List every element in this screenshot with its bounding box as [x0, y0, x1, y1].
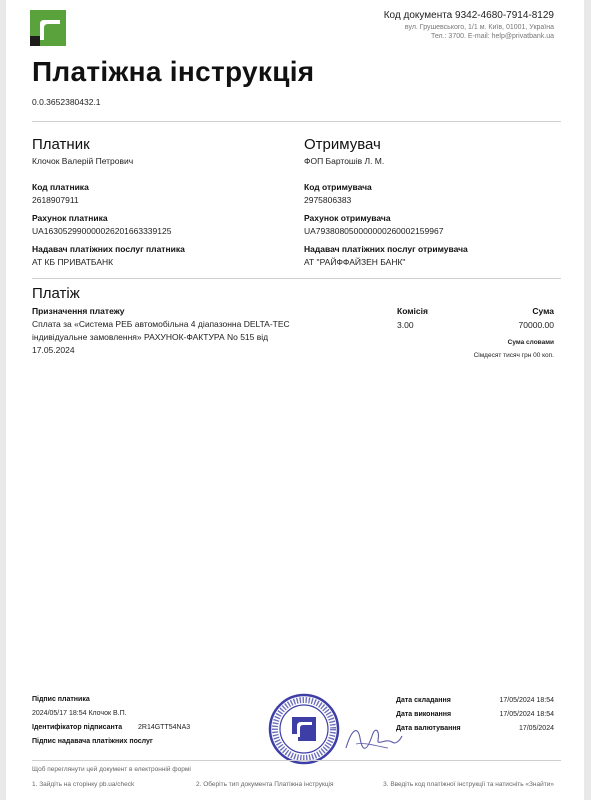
payer-heading: Платник	[32, 136, 90, 153]
payment-heading: Платіж	[32, 285, 80, 302]
signer-id: 2R14GTT54NA3	[138, 724, 191, 731]
recipient-provider: АТ "РАЙФФАЙЗЕН БАНК"	[304, 257, 406, 267]
recipient-account: UA793808050000000260002159967	[304, 226, 444, 236]
verify-step-2: 2. Оберіть тип документа Платіжна інструкція	[196, 781, 334, 788]
date-executed-label: Дата виконання	[396, 711, 452, 718]
payer-provider: АТ КБ ПРИВАТБАНК	[32, 257, 114, 267]
date-created: 17/05/2024 18:54	[499, 697, 554, 704]
amount-words: Сімдесят тисяч грн 00 коп.	[473, 352, 554, 359]
recipient-code-label: Код отримувача	[304, 182, 372, 192]
date-executed: 17/05/2024 18:54	[499, 711, 554, 718]
divider	[32, 278, 561, 279]
document-page	[6, 0, 584, 800]
verify-heading: Щоб переглянути цей документ в електронній формі	[32, 766, 191, 773]
recipient-account-label: Рахунок отримувача	[304, 213, 391, 223]
payer-signature-value: 2024/05/17 18:54 Клочок В.П.	[32, 710, 127, 717]
amount-value: 70000.00	[518, 320, 554, 330]
payer-name: Клочок Валерій Петрович	[32, 156, 134, 166]
payer-account: UA163052990000026201663339125	[32, 226, 172, 236]
payer-provider-label: Надавач платіжних послуг платника	[32, 244, 185, 254]
amount-words-label: Сума словами	[507, 339, 554, 346]
recipient-code: 2975806383	[304, 195, 352, 205]
bank-stamp-icon	[268, 693, 340, 765]
date-valued: 17/05/2024	[518, 725, 554, 732]
payer-code: 2618907911	[32, 195, 79, 205]
address-line: вул. Грушевського, 1/1 м. Київ, 01001, Україна	[404, 24, 554, 31]
recipient-heading: Отримувач	[304, 136, 381, 153]
payer-account-label: Рахунок платника	[32, 213, 108, 223]
date-created-label: Дата складання	[396, 697, 451, 704]
document-number: 0.0.3652380432.1	[32, 97, 101, 107]
recipient-provider-label: Надавач платіжних послуг отримувача	[304, 244, 468, 254]
signer-id-label: Ідентифікатор підписанта	[32, 724, 123, 731]
divider	[32, 760, 561, 761]
commission-value: 3.00	[397, 320, 414, 330]
amount-label: Сума	[532, 306, 554, 316]
commission-label: Комісія	[397, 306, 428, 316]
contact-line: Тел.: 3700. E-mail: help@privatbank.ua	[430, 33, 554, 40]
date-valued-label: Дата валютування	[396, 725, 461, 732]
handwritten-signature-icon	[342, 718, 404, 758]
verify-step-3: 3. Введіть код платіжної інструкції та натисніть «Знайти»	[383, 781, 554, 788]
divider	[32, 121, 561, 122]
payment-purpose: Сплата за «Система РЕБ автомобільна 4 діапазонна DELTA-TEC індивідуальне замовлення» РАХУНОК-ФАКТУРА No 515 від 17.05.2024	[32, 319, 290, 355]
payer-code-label: Код платника	[32, 182, 89, 192]
bank-address	[405, 23, 554, 41]
document-code: Код документа 9342-4680-7914-8129	[383, 10, 554, 21]
recipient-name: ФОП Бартошів Л. М.	[304, 156, 385, 166]
privatbank-logo-icon	[30, 10, 66, 46]
payer-signature-label: Підпис платника	[32, 696, 90, 703]
page-title: Платіжна інструкція	[32, 56, 315, 87]
provider-signature-label: Підпис надавача платіжних послуг	[32, 738, 153, 745]
verify-step-1[interactable]: 1. Зайдіть на сторінку pb.ua/check	[32, 781, 135, 788]
purpose-label: Призначення платежу	[32, 306, 125, 316]
